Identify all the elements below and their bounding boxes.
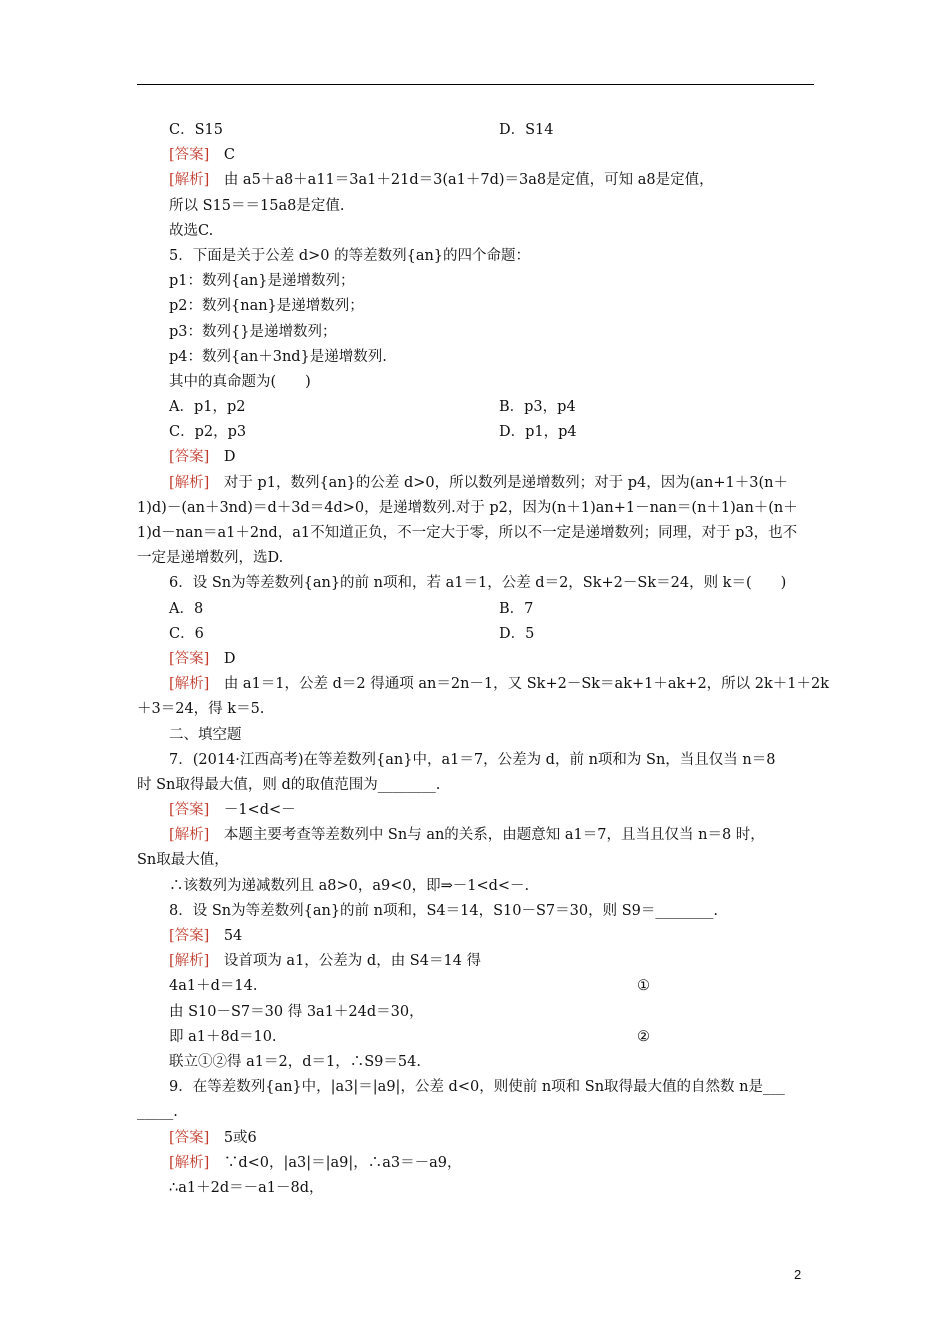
text-line [137, 874, 814, 899]
option-left: C．p2，p3 [169, 424, 247, 441]
text-line [137, 1100, 814, 1125]
text-line [137, 471, 814, 496]
option-right: D．p1，p4 [499, 424, 577, 441]
line-text: ∴该数列为递减数列且 a8>0，a9<0，即⇒－1<d<－. [169, 877, 530, 894]
answer-tag: [解析] [169, 474, 210, 491]
line-text: 故选C. [169, 222, 214, 239]
line-text: p2：数列{nan}是递增数列； [169, 298, 364, 315]
answer-tag: [答案] [169, 147, 210, 164]
text-line [137, 974, 814, 999]
option-right: B．7 [499, 600, 534, 617]
option-right: B．p3，p4 [499, 399, 576, 416]
text-line [137, 546, 814, 571]
line-text: 由 a1＝1，公差 d＝2 得通项 an＝2n－1，又 Sk+2－Sk＝ak+1＋ak+2，所以 2k＋1＋2k [209, 676, 830, 693]
option-left: A．p1，p2 [169, 399, 246, 416]
line-text: 即 a1＋8d＝10. [169, 1028, 277, 1045]
text-line [137, 571, 814, 596]
line-text: 4a1＋d＝14. [169, 978, 258, 995]
equation-marker: ② [637, 1028, 650, 1045]
text-line [137, 320, 814, 345]
line-text: D [209, 650, 236, 667]
text-line [137, 194, 814, 219]
line-text: p3：数列{}是递增数列； [169, 323, 337, 340]
line-text: 本题主要考查等差数列中 Sn与 an的关系，由题意知 a1＝7，且当且仅当 n＝8 时， [209, 827, 765, 844]
text-line [137, 294, 814, 319]
answer-tag: [答案] [169, 650, 210, 667]
document-body [137, 118, 830, 1201]
line-text: 时 Sn取得最大值，则 d的取值范围为________. [137, 776, 441, 793]
text-line [137, 748, 814, 773]
line-text: p1：数列{an}是递增数列； [169, 273, 355, 290]
line-text: ∴a1＋2d＝－a1－8d， [169, 1179, 324, 1196]
text-line [137, 597, 814, 622]
answer-tag: [答案] [169, 802, 210, 819]
line-text: 8．设 Sn为等差数列{an}的前 n项和，S4＝14，S10－S7＝30，则 S9＝________. [169, 902, 718, 919]
line-text: D [209, 449, 236, 466]
line-text: 由 S10－S7＝30 得 3a1＋24d＝30， [169, 1003, 424, 1020]
line-text: C [209, 147, 235, 164]
line-text: 6．设 Sn为等差数列{an}的前 n项和，若 a1＝1，公差 d＝2，Sk+2－Sk＝24，则 k＝( ) [169, 575, 787, 592]
line-text: 一定是递增数列，选D. [137, 550, 284, 567]
equation-marker: ① [637, 978, 650, 995]
text-line [137, 1151, 814, 1176]
line-text: 由 a5＋a8＋a11＝3a1＋21d＝3(a1＋7d)＝3a8是定值，可知 a8是定值， [209, 172, 714, 189]
text-line [137, 1075, 814, 1100]
line-text: 7．(2014·江西高考)在等差数列{an}中，a1＝7，公差为 d，前 n项和为 Sn，当且仅当 n＝8 [169, 751, 776, 768]
option-right: D．5 [499, 625, 535, 642]
text-line [137, 445, 814, 470]
text-line [137, 924, 814, 949]
answer-tag: [解析] [169, 953, 210, 970]
option-left: A．8 [169, 600, 204, 617]
text-line [137, 1050, 814, 1075]
line-text: 1)d)－(an＋3nd)＝d＋3d＝4d>0，是递增数列.对于 p2，因为(n＋1)an+1－nan＝(n＋1)an＋(n＋ [137, 499, 798, 516]
line-text: 对于 p1，数列{an}的公差 d>0，所以数列是递增数列；对于 p4，因为(an+1＋3(n＋ [209, 474, 788, 491]
text-line [137, 899, 814, 924]
line-text: 1)d－nan＝a1＋2nd，a1不知道正负，不一定大于零，所以不一定是递增数列；同理，对于 p3，也不 [137, 525, 798, 541]
text-line [137, 168, 814, 193]
line-text: 联立①②得 a1＝2，d＝1，∴S9＝54. [169, 1053, 421, 1070]
text-line [137, 1000, 814, 1025]
text-line [137, 118, 814, 143]
header-rule [137, 84, 814, 85]
text-line [137, 672, 830, 697]
text-line [137, 496, 814, 521]
text-line [137, 1126, 814, 1151]
text-line [137, 848, 814, 873]
text-line [137, 798, 814, 823]
option-right: D．S14 [499, 122, 554, 138]
line-text: －1<d<－ [209, 802, 296, 819]
line-text: 设首项为 a1，公差为 d，由 S4＝14 得 [209, 953, 482, 970]
line-text: ＋3＝24，得 k＝5. [137, 701, 265, 718]
text-line [137, 143, 814, 168]
text-line [137, 370, 814, 395]
answer-tag: [解析] [169, 827, 210, 844]
text-line [137, 723, 814, 748]
answer-tag: [解析] [169, 1154, 210, 1171]
line-text: ∵d<0，|a3|＝|a9|，∴a3＝－a9， [209, 1154, 462, 1171]
line-text: 54 [209, 928, 243, 944]
text-line [137, 395, 814, 420]
line-text: Sn取最大值， [137, 852, 229, 869]
option-left: C．6 [169, 625, 204, 642]
line-text: 9．在等差数列{an}中，|a3|＝|a9|，公差 d<0，则使前 n项和 Sn取得最大值的自然数 n是___ [169, 1079, 785, 1096]
text-line [137, 697, 814, 722]
text-line [137, 949, 814, 974]
text-line [137, 244, 814, 269]
page-number: 2 [794, 1267, 802, 1282]
text-line [137, 823, 814, 848]
line-text: 二、填空题 [169, 726, 242, 743]
text-line [137, 773, 814, 798]
text-line [137, 345, 814, 370]
answer-tag: [答案] [169, 928, 210, 944]
text-line [137, 1176, 814, 1201]
answer-tag: [解析] [169, 676, 210, 693]
answer-tag: [答案] [169, 449, 210, 466]
text-line [137, 1025, 814, 1050]
text-line [137, 219, 814, 244]
text-line [137, 269, 814, 294]
line-text: 5或6 [209, 1129, 257, 1146]
answer-tag: [答案] [169, 1129, 210, 1146]
line-text: _____. [137, 1104, 178, 1121]
line-text: 其中的真命题为( ) [169, 373, 311, 390]
line-text: 所以 S15＝＝15a8是定值. [169, 197, 345, 214]
option-left: C．S15 [169, 122, 223, 138]
answer-tag: [解析] [169, 172, 210, 189]
line-text: p4：数列{an＋3nd}是递增数列. [169, 348, 387, 365]
line-text: 5．下面是关于公差 d>0 的等差数列{an}的四个命题： [169, 247, 531, 264]
text-line [137, 622, 814, 647]
text-line [137, 521, 814, 546]
text-line [137, 647, 814, 672]
text-line [137, 420, 814, 445]
